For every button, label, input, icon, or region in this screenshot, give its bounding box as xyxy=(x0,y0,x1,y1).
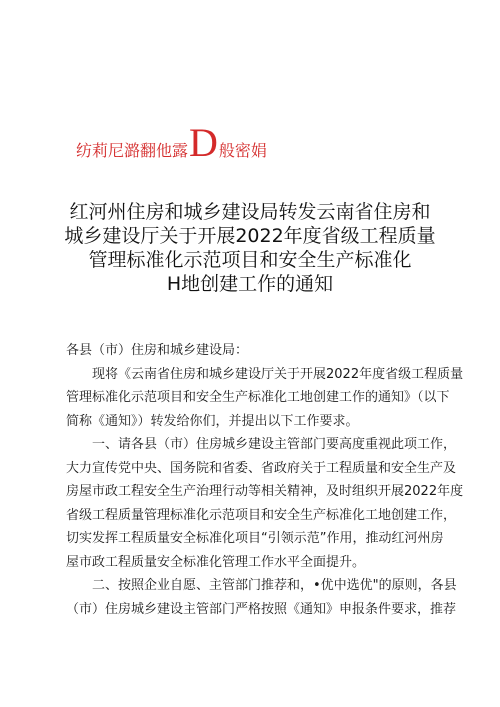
title-line: 管理标准化示范项目和安全生产标准化 xyxy=(88,249,412,271)
letterhead-suffix: 般密娟 xyxy=(218,141,267,160)
title-line: 城乡建设厅关于开展2022年度省级工程质量 xyxy=(64,225,436,247)
letterhead-big-letter: D xyxy=(189,120,218,165)
title-line: 红河州住房和城乡建设局转发云南省住房和 xyxy=(69,201,431,223)
document-body xyxy=(66,339,464,621)
letterhead-prefix: 纺莉尼潞翻他露 xyxy=(76,141,189,160)
paragraph-line: 房屋市政工程安全生产治理行动等相关精神，及时组织开展2022年度 xyxy=(66,484,464,499)
document-title xyxy=(40,200,460,296)
paragraph-line: 一、请各县（市）住房城乡建设主管部门要高度重视此项工作， xyxy=(92,437,457,452)
title-line: H地创建工作的通知 xyxy=(166,273,334,295)
paragraph-line: 二、按照企业自愿、主管部门推荐和，•优中选优"的原则，各县 xyxy=(92,578,457,593)
paragraph-line: 管理标准化示范项目和安全生产标准化工地创建工作的通知》（以下 xyxy=(66,390,450,405)
paragraph-line: （市）住房城乡建设主管部门严格按照《通知》申报条件要求，推荐 xyxy=(66,601,457,617)
salutation: 各县（市）住房和城乡建设局： xyxy=(66,343,249,358)
paragraph-line: 省级工程质量管理标准化示范项目和安全生产标准化工地创建工作， xyxy=(66,507,457,523)
paragraph-line: 切实发挥工程质量安全标准化项目“引领示范”作用，推动红河州房 xyxy=(66,531,444,546)
red-letterhead xyxy=(76,120,267,165)
paragraph-line: 屋市政工程质量安全标准化管理工作水平全面提升。 xyxy=(66,554,366,570)
paragraph-line: 现将《云南省住房和城乡建设厅关于开展2022年度省级工程质量 xyxy=(92,366,464,382)
paragraph-line: 大力宣传党中央、国务院和省委、省政府关于工程质量和安全生产及 xyxy=(66,460,457,476)
paragraph-line: 简称《通知》）转发给你们，并提出以下工作要求。 xyxy=(66,413,359,429)
